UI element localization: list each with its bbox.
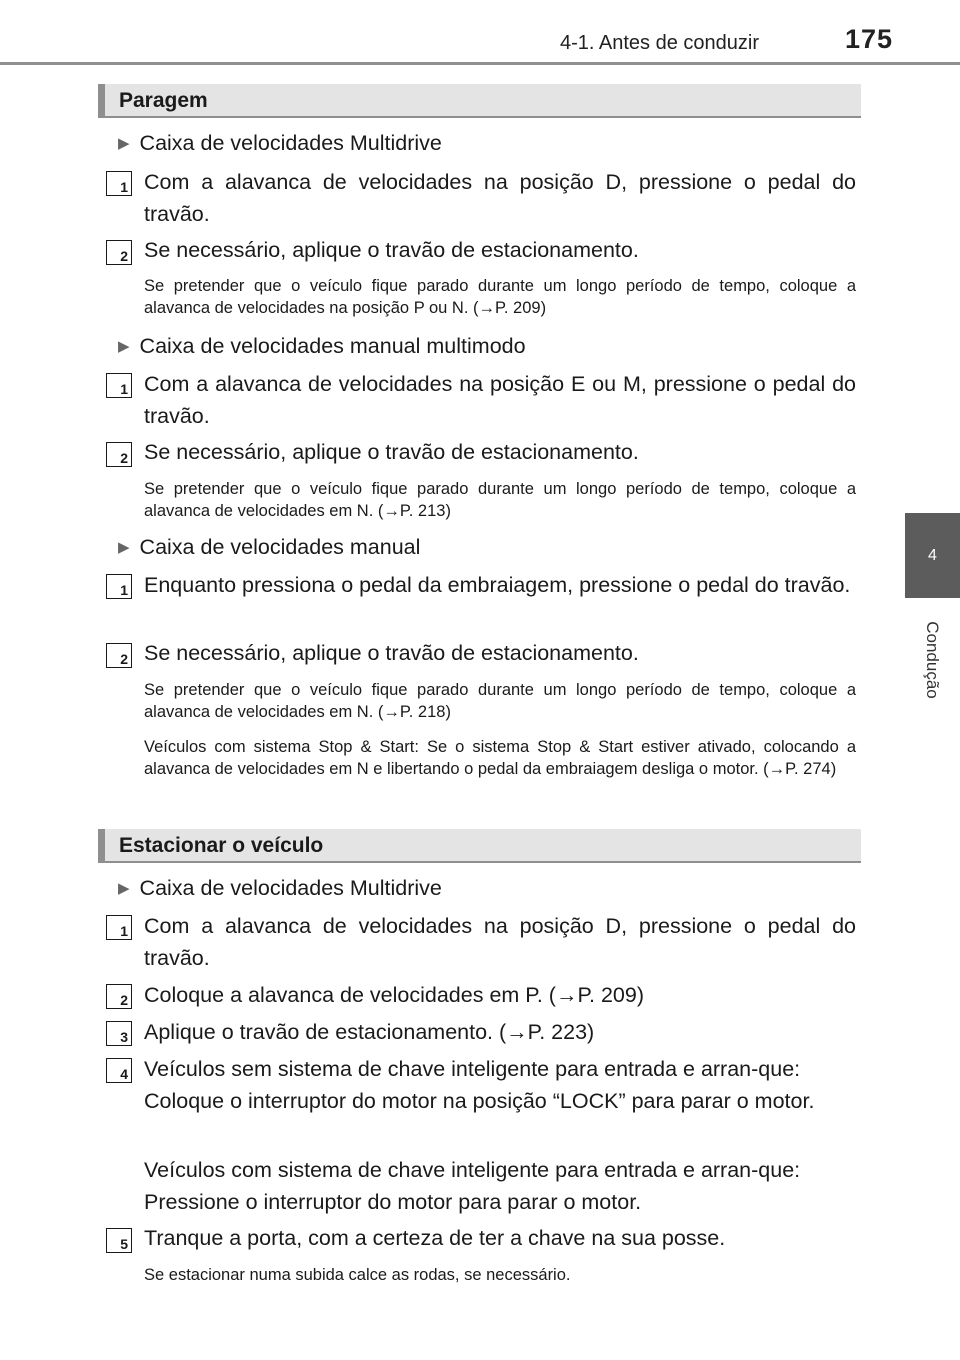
note-text: Se estacionar numa subida calce as rodas, se necessário. [144,1266,571,1284]
step-text: Aplique o travão de estacionamento. (→P. 223) [144,1020,595,1044]
step-number-badge: 1 [106,915,132,940]
subheading-multimode: ▶ Caixa de velocidades manual multimodo [118,334,526,358]
step-text: Veículos com sistema de chave inteligente para entrada e arran-que: Pressione o interruptor do motor para parar o motor. [144,1158,801,1214]
step-text: Se necessário, aplique o travão de estacionamento. [144,440,639,464]
step-number-badge: 1 [106,373,132,398]
step-number-badge: 5 [106,1228,132,1253]
step-number-badge: 1 [106,171,132,196]
note-text: Veículos com sistema Stop & Start: Se o sistema Stop & Start estiver ativado, colocando a alavanca de velocidades em N e libertando o pedal da embraiagem desliga o motor. (→P. 274) [144,738,856,778]
section-title: Estacionar o veículo [119,834,324,857]
step-text: Se necessário, aplique o travão de estacionamento. [144,238,639,262]
note-text: Se pretender que o veículo fique parado durante um longo período de tempo, coloque a alavanca de velocidades na posição P ou N. (→P. 209) [144,277,856,317]
chapter-tab-label: Condução [923,621,942,699]
step-number-badge: 4 [106,1058,132,1083]
subheading-multidrive: ▶ Caixa de velocidades Multidrive [118,876,442,900]
step-text: Veículos sem sistema de chave inteligente para entrada e arran-que: Coloque o interruptor do motor na posição “LOCK” para parar o motor. [144,1057,815,1113]
note-text: Se pretender que o veículo fique parado durante um longo período de tempo, coloque a alavanca de velocidades em N. (→P. 213) [144,480,856,520]
header-rule [0,62,960,65]
step-number-badge: 3 [106,1021,132,1046]
triangle-bullet-icon: ▶ [118,539,130,556]
section-title: Paragem [119,89,208,112]
note-text: Se pretender que o veículo fique parado durante um longo período de tempo, coloque a alavanca de velocidades em N. (→P. 218) [144,681,856,721]
subheading-manual: ▶ Caixa de velocidades manual [118,535,421,559]
step-text: Se necessário, aplique o travão de estacionamento. [144,641,639,665]
page-number: 175 [845,24,894,54]
section-heading-estacionar [98,829,861,863]
running-head: 4-1. Antes de conduzir [560,32,760,54]
triangle-bullet-icon: ▶ [118,880,130,897]
step-text: Com a alavanca de velocidades na posição E ou M, pressione o pedal do travão. [144,372,856,428]
subheading-multidrive: ▶ Caixa de velocidades Multidrive [118,131,442,155]
step-text: Enquanto pressiona o pedal da embraiagem, pressione o pedal do travão. [144,573,851,597]
step-text: Coloque a alavanca de velocidades em P. (→P. 209) [144,983,645,1007]
step-text: Com a alavanca de velocidades na posição D, pressione o pedal do travão. [144,914,856,970]
step-number-badge: 2 [106,442,132,467]
section-heading-paragem [98,84,861,118]
step-text: Com a alavanca de velocidades na posição D, pressione o pedal do travão. [144,170,856,226]
step-number-badge: 2 [106,643,132,668]
step-number-badge: 1 [106,574,132,599]
step-number-badge: 2 [106,240,132,265]
chapter-tab: 4 [905,513,960,598]
step-text: Tranque a porta, com a certeza de ter a chave na sua posse. [144,1226,726,1250]
triangle-bullet-icon: ▶ [118,135,130,152]
triangle-bullet-icon: ▶ [118,338,130,355]
step-number-badge: 2 [106,984,132,1009]
